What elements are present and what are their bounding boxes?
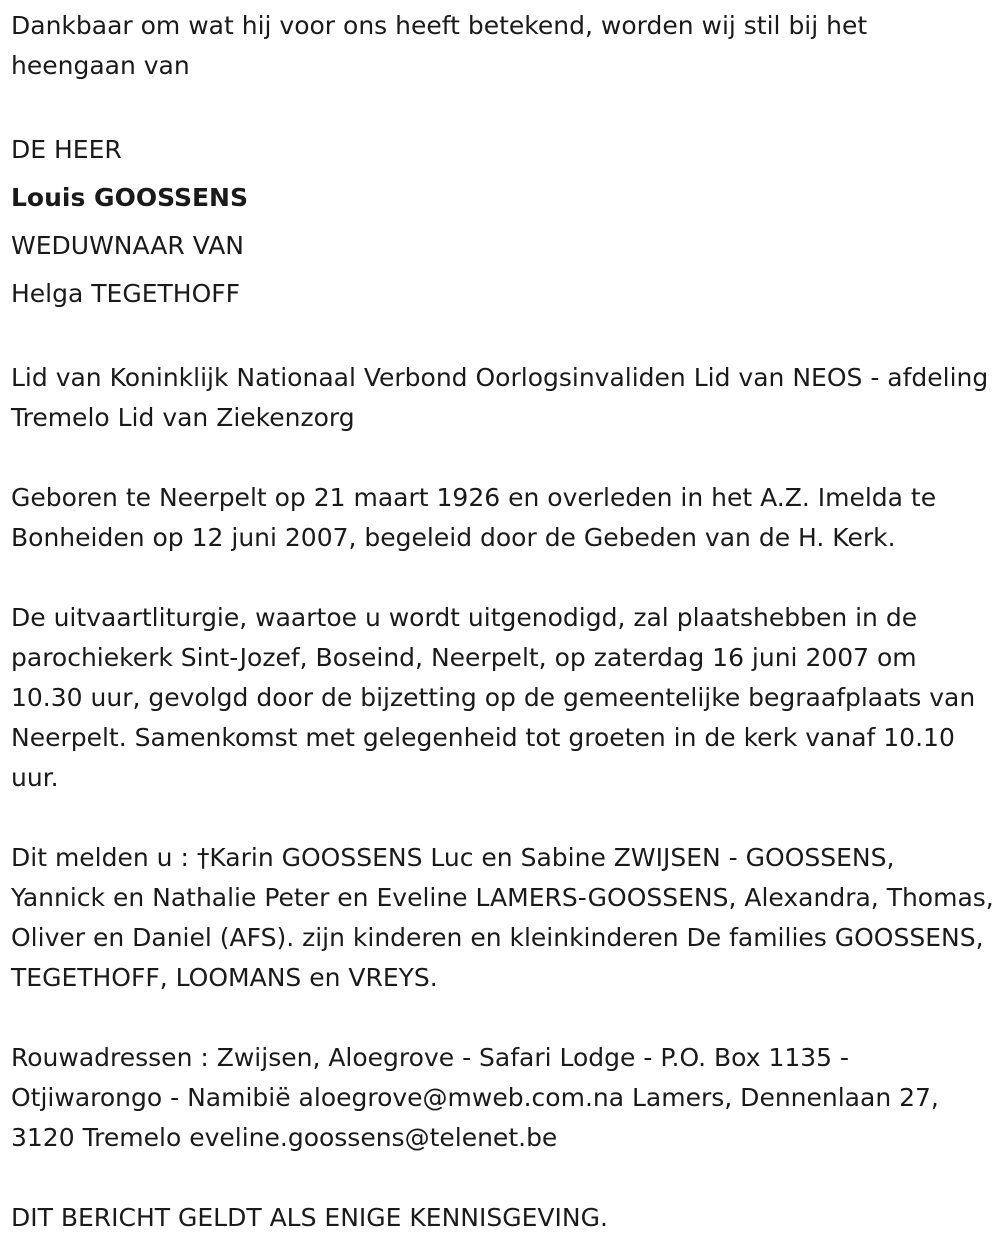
memberships-text: Lid van Koninklijk Nationaal Verbond Oorlogsinvaliden Lid van NEOS - afdeling Tremelo Lid van Ziekenzorg [11, 363, 989, 432]
spacer [11, 438, 996, 478]
spouse-name: Helga TEGETHOFF [11, 279, 241, 308]
title-prefix: DE HEER [11, 135, 122, 164]
spacer [11, 318, 996, 358]
family-text: Dit melden u : †Karin GOOSSENS Luc en Sabine ZWIJSEN - GOOSSENS, Yannick en Nathalie Peter en Eveline LAMERS-GOOSSENS, Alexandra, Thomas, Oliver en Daniel (AFS). zijn kinderen en kleinkinderen De families GOOSSENS, TEGETHOFF, LOOMANS en VREYS. [11, 843, 994, 992]
addresses-text: Rouwadressen : Zwijsen, Aloegrove - Safari Lodge - P.O. Box 1135 - Otjiwarongo - Namibië aloegrove@mweb.com.na Lamers, Dennenlaan 27, 3120 Tremelo eveline.goossens@telenet.be [11, 1043, 939, 1152]
obituary-notice [11, 6, 996, 1238]
intro-text: Dankbaar om wat hij voor ons heeft betekend, worden wij stil bij het heengaan van [11, 11, 868, 80]
spacer [11, 558, 996, 598]
birth-death-text: Geboren te Neerpelt op 21 maart 1926 en overleden in het A.Z. Imelda te Bonheiden op 12 juni 2007, begeleid door de Gebeden van de H. Kerk. [11, 483, 937, 552]
spacer [11, 798, 996, 838]
deceased-name: Louis GOOSSENS [11, 183, 248, 212]
widow-label: WEDUWNAAR VAN [11, 231, 245, 260]
closing-text: DIT BERICHT GELDT ALS ENIGE KENNISGEVING. [11, 1203, 608, 1232]
spacer [11, 86, 996, 126]
spacer [11, 1158, 996, 1198]
spacer [11, 998, 996, 1038]
funeral-text: De uitvaartliturgie, waartoe u wordt uitgenodigd, zal plaatshebben in de parochiekerk Sint-Jozef, Boseind, Neerpelt, op zaterdag 16 juni 2007 om 10.30 uur, gevolgd door de bijzetting op de gemeentelijke begraafplaats van Neerpelt. Samenkomst met gelegenheid tot groeten in de kerk vanaf 10.10 uur. [11, 603, 976, 792]
